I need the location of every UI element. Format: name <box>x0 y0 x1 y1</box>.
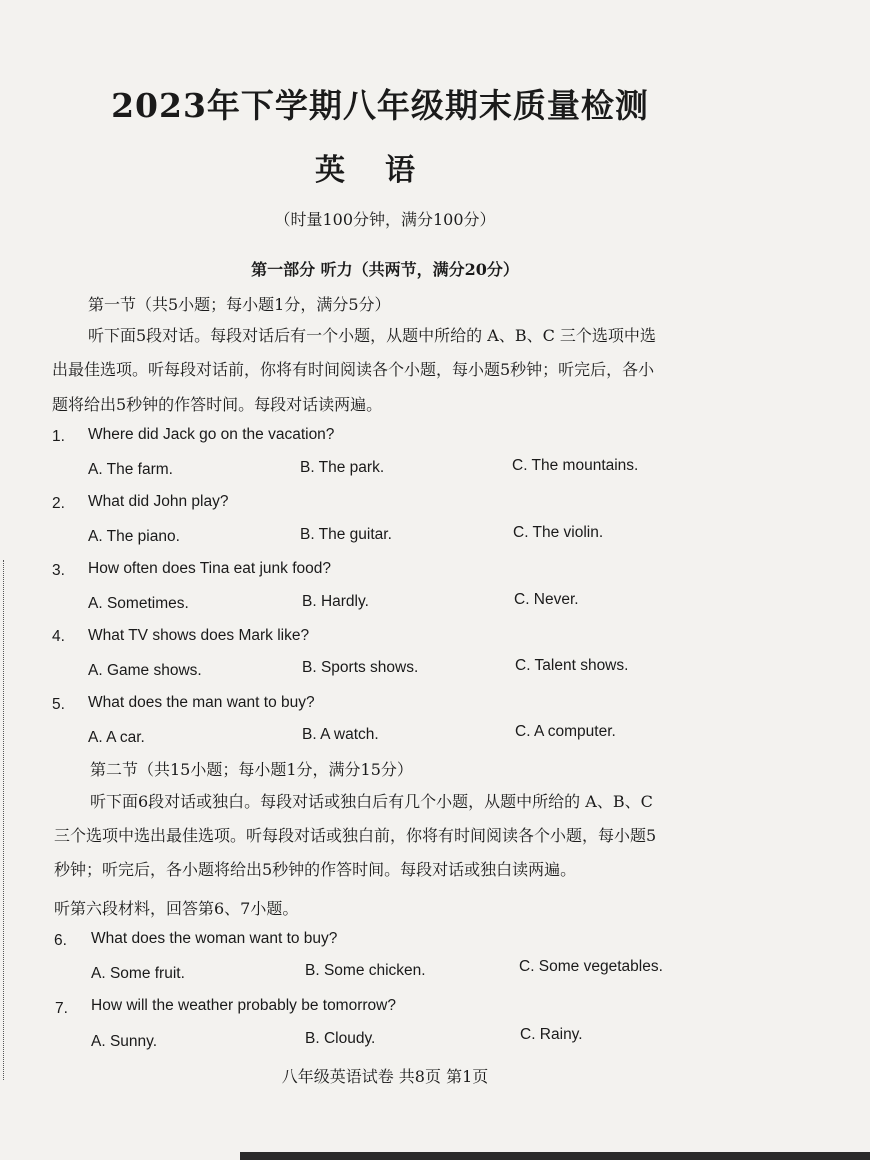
material-note: 听第六段材料，回答第6、7小题。 <box>54 899 299 918</box>
question-number: 6. <box>54 932 67 949</box>
section2-instructions-line3: 秒钟；听完后，各小题将给出5秒钟的作答时间。每段对话或独白读两遍。 <box>54 860 577 879</box>
question-number: 7. <box>55 1000 68 1017</box>
part1-heading: 第一部分 听力（共两节，满分20分） <box>251 260 519 279</box>
section2-instructions-line2: 三个选项中选出最佳选项。听每段对话或独白前，你将有时间阅读各个小题，每小题5 <box>54 826 657 845</box>
section1-instructions-line2: 出最佳选项。听每段对话前，你将有时间阅读各个小题，每小题5秒钟；听完后，各小 <box>52 360 655 379</box>
question-text: What TV shows does Mark like? <box>88 627 310 644</box>
section1-heading: 第一节（共5小题；每小题1分，满分5分） <box>88 295 391 314</box>
option-c: C. The violin. <box>513 524 604 541</box>
question-number: 5. <box>52 696 65 713</box>
section1-instructions-line3: 题将给出5秒钟的作答时间。每段对话读两遍。 <box>52 395 383 414</box>
option-b: B. Hardly. <box>302 593 369 610</box>
option-a: A. Game shows. <box>88 662 202 679</box>
subject-title: 英语 <box>315 153 455 188</box>
option-a: A. Sunny. <box>91 1033 158 1050</box>
option-b: B. The park. <box>300 459 385 476</box>
question-text: What did John play? <box>88 493 229 510</box>
question-number: 4. <box>52 628 65 645</box>
option-c: C. Never. <box>514 591 579 608</box>
question-text: How often does Tina eat junk food? <box>88 560 331 577</box>
section2-heading: 第二节（共15小题；每小题1分，满分15分） <box>90 760 413 779</box>
option-b: B. The guitar. <box>300 526 392 543</box>
question-number: 2. <box>52 495 65 512</box>
time-info: （时量100分钟，满分100分） <box>274 210 496 229</box>
option-a: A. Some fruit. <box>91 965 185 982</box>
option-c: C. A computer. <box>515 723 616 740</box>
option-c: C. Some vegetables. <box>519 958 663 975</box>
question-text: How will the weather probably be tomorrow? <box>91 997 396 1014</box>
question-text: What does the man want to buy? <box>88 694 315 711</box>
option-b: B. Cloudy. <box>305 1030 376 1047</box>
scan-edge-shadow <box>240 1152 870 1160</box>
option-b: B. Some chicken. <box>305 962 426 979</box>
question-number: 3. <box>52 562 65 579</box>
option-c: C. The mountains. <box>512 457 639 474</box>
option-c: C. Rainy. <box>520 1026 583 1043</box>
question-text: Where did Jack go on the vacation? <box>88 426 335 443</box>
question-number: 1. <box>52 428 65 445</box>
option-a: A. The piano. <box>88 528 180 545</box>
page-footer: 八年级英语试卷 共8页 第1页 <box>281 1067 489 1086</box>
option-a: A. Sometimes. <box>88 595 189 612</box>
exam-title: 2023年下学期八年级期末质量检测 <box>111 86 649 125</box>
option-b: B. A watch. <box>302 726 379 743</box>
section2-instructions-line1: 听下面6段对话或独白。每段对话或独白后有几个小题，从题中所给的 A、B、C <box>90 792 653 811</box>
option-a: A. The farm. <box>88 461 173 478</box>
question-text: What does the woman want to buy? <box>91 930 338 947</box>
option-c: C. Talent shows. <box>515 657 629 674</box>
section1-instructions-line1: 听下面5段对话。每段对话后有一个小题，从题中所给的 A、B、C 三个选项中选 <box>88 326 656 345</box>
option-b: B. Sports shows. <box>302 659 419 676</box>
option-a: A. A car. <box>88 729 145 746</box>
binding-margin-line <box>3 560 4 1080</box>
